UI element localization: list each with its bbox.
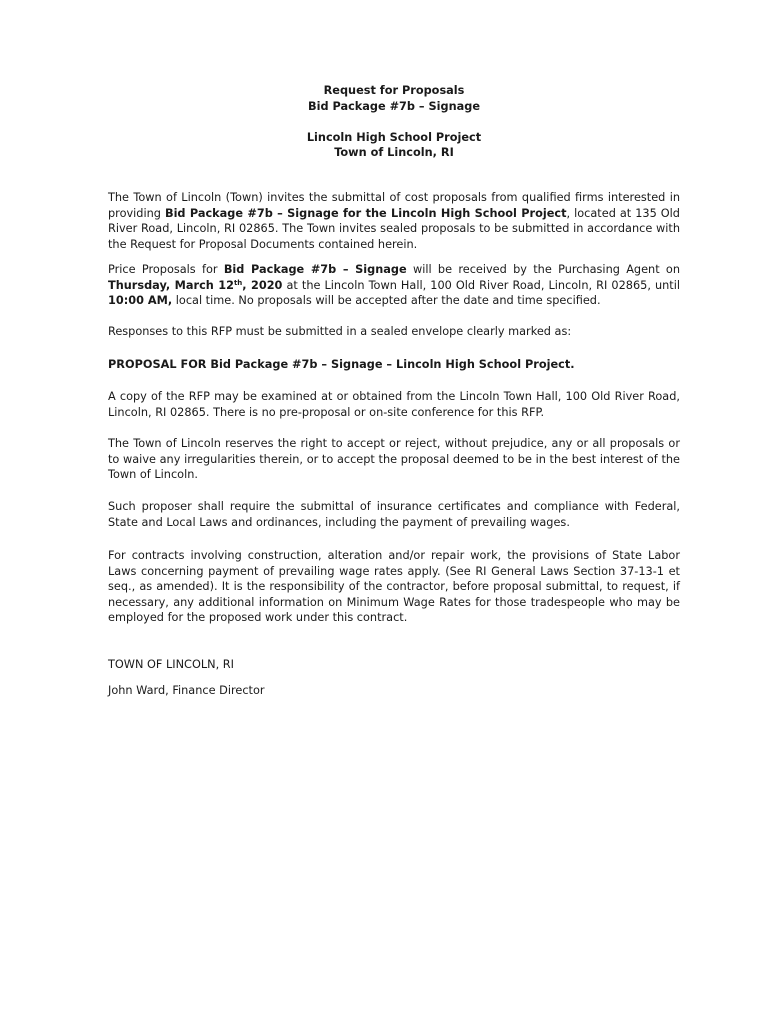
labor-laws-paragraph: For contracts involving construction, alteration and/or repair work, the provisions of State Labor Laws concerning payment of prevailing wage rates apply. (See RI General Laws Section 37-13-1 et seq., as amended). It is the responsibility of the contractor, before proposal submittal, to request, if necessary, any additional information on Minimum Wage Rates for those tradespeople who may be employed for the proposed work under this contract. xyxy=(108,549,680,625)
signature-town: TOWN OF LINCOLN, RI xyxy=(108,658,234,671)
document-header xyxy=(108,83,680,161)
price-proposal-paragraph: Price Proposals for Bid Package #7b – Signage will be received by the Purchasing Agent on Thursday, March 12th, 2020 at the Lincoln Town Hall, 100 Old River Road, Lincoln, RI 02865, until 10:00 AM, local time. No proposals will be accepted after the date and time specified. xyxy=(108,263,680,308)
bid-package-emphasis: Bid Package #7b – Signage for the Lincoln High School Project xyxy=(164,206,567,220)
header-bid-package: Bid Package #7b – Signage xyxy=(307,99,481,113)
header-town: Town of Lincoln, RI xyxy=(334,146,454,159)
signature-block xyxy=(108,657,265,698)
due-date: Thursday, March 12th, 2020 xyxy=(108,278,283,292)
reservation-paragraph: The Town of Lincoln reserves the right to accept or reject, without prejudice, any or all proposals or to waive any irregularities therein, or to accept the proposal deemed to be in the best interest of the Town of Lincoln. xyxy=(108,437,680,482)
rfp-copy-paragraph: A copy of the RFP may be examined at or obtained from the Lincoln Town Hall, 100 Old River Road, Lincoln, RI 02865. There is no pre-proposal or on-site conference for this RFP. xyxy=(108,390,680,419)
responses-paragraph: Responses to this RFP must be submitted in a sealed envelope clearly marked as: xyxy=(108,325,572,338)
header-project: Lincoln High School Project xyxy=(306,130,482,144)
bid-package-name: Bid Package #7b – Signage xyxy=(223,263,407,276)
envelope-marking: PROPOSAL FOR Bid Package #7b – Signage – Lincoln High School Project. xyxy=(108,358,575,371)
signature-name: John Ward, Finance Director xyxy=(108,683,265,697)
due-time: 10:00 AM, xyxy=(108,294,173,308)
header-title: Request for Proposals xyxy=(323,84,465,97)
intro-paragraph: The Town of Lincoln (Town) invites the submittal of cost proposals from qualified firms interested in providing Bid Package #7b – Signage for the Lincoln High School Project, located at 135 Old River Road, Lincoln, RI 02865. The Town invites sealed proposals to be submitted in accordance with the Request for Proposal Documents contained herein. xyxy=(108,191,680,251)
insurance-paragraph: Such proposer shall require the submittal of insurance certificates and compliance with Federal, State and Local Laws and ordinances, including the payment of prevailing wages. xyxy=(108,500,680,529)
